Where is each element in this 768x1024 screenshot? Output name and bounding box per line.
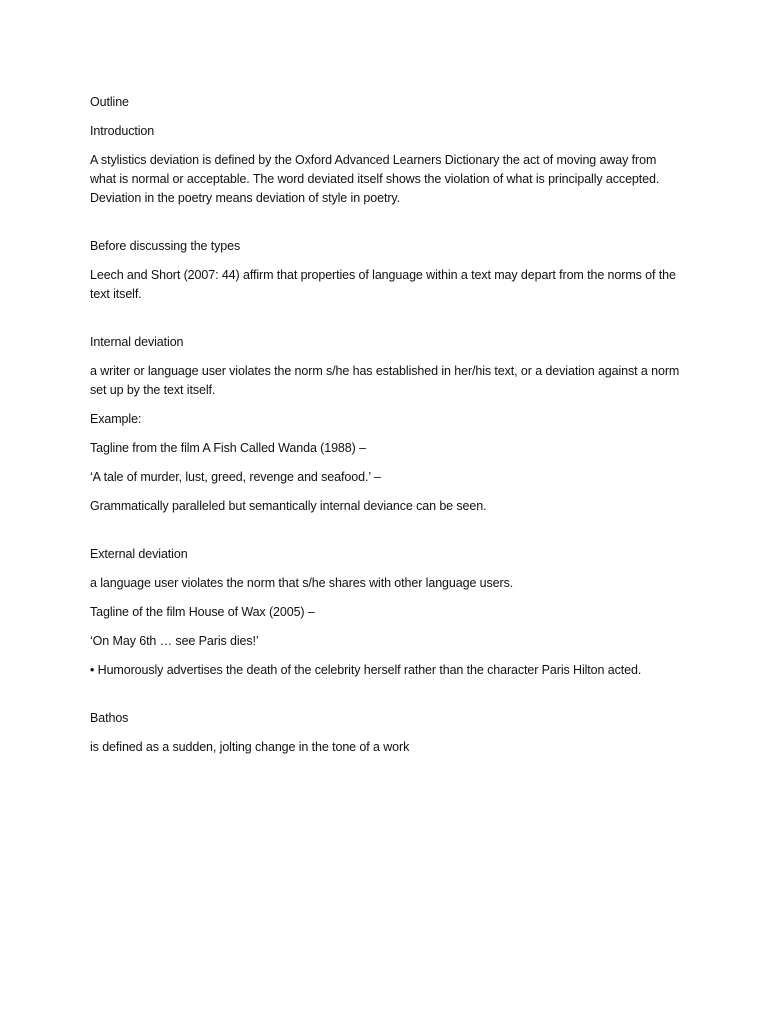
bathos-heading: Bathos xyxy=(90,711,129,725)
external-deviation-note: • Humorously advertises the death of the celebrity herself rather than the character Paris Hilton acted. xyxy=(90,663,642,677)
quote-house-of-wax: ‘On May 6th … see Paris dies!’ xyxy=(90,634,259,648)
document-body xyxy=(90,93,680,767)
internal-deviation-paragraph: a writer or language user violates the norm s/he has established in her/his text, or a deviation against a norm set up by the text itself. xyxy=(90,364,680,397)
outline-heading: Outline xyxy=(90,95,129,109)
tagline-fish-called-wanda: Tagline from the film A Fish Called Wanda (1988) – xyxy=(90,441,366,455)
before-types-paragraph: Leech and Short (2007: 44) affirm that properties of language within a text may depart from the norms of the text itself. xyxy=(90,268,676,301)
external-deviation-heading: External deviation xyxy=(90,547,188,561)
bathos-paragraph: is defined as a sudden, jolting change in the tone of a work xyxy=(90,740,410,754)
tagline-house-of-wax: Tagline of the film House of Wax (2005) – xyxy=(90,605,315,619)
before-types-heading: Before discussing the types xyxy=(90,239,241,253)
introduction-paragraph: A stylistics deviation is defined by the Oxford Advanced Learners Dictionary the act of moving away from what is normal or acceptable. The word deviated itself shows the violation of what is principally accepted. Deviation in the poetry means deviation of style in poetry. xyxy=(90,153,660,205)
quote-fish-called-wanda: ‘A tale of murder, lust, greed, revenge and seafood.’ – xyxy=(90,470,381,484)
internal-deviation-heading: Internal deviation xyxy=(90,335,184,349)
example-label: Example: xyxy=(90,412,142,426)
internal-deviation-note: Grammatically paralleled but semantically internal deviance can be seen. xyxy=(90,499,487,513)
introduction-heading: Introduction xyxy=(90,124,155,138)
external-deviation-paragraph: a language user violates the norm that s/he shares with other language users. xyxy=(90,576,514,590)
